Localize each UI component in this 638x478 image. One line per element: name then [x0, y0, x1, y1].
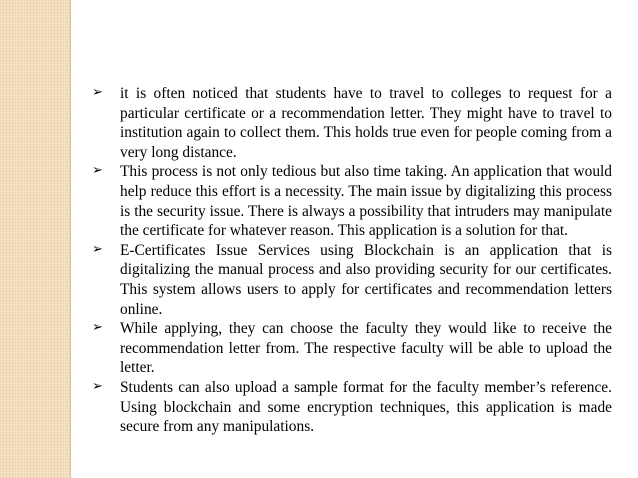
decorative-side-band	[0, 0, 71, 478]
bullet-text: While applying, they can choose the faculty they would like to receive the recommendation letter from. The respective faculty will be able to upload the letter.	[120, 320, 612, 377]
bullet-item-1	[92, 84, 612, 162]
bullet-text: it is often noticed that students have to travel to colleges to request for a particular certificate or a recommendation letter. They might have to travel to institution again to collect them. This holds true even for people coming from a very long distance.	[120, 85, 612, 161]
arrowhead-bullet-icon: ➢	[92, 85, 103, 100]
arrowhead-bullet-icon: ➢	[92, 320, 103, 336]
bullet-list	[92, 84, 612, 437]
bullet-text: E-Certificates Issue Services using Blockchain is an application that is digitalizing the manual process and also providing security for our certificates. This system allows users to apply for certificates and recommendation letters online.	[120, 241, 612, 318]
bullet-item-2	[92, 162, 612, 240]
arrowhead-bullet-icon: ➢	[92, 378, 103, 394]
bullet-text: Students can also upload a sample format for the faculty member’s reference. Using blockchain and some encryption techniques, this application is made secure from any manipulations.	[120, 378, 612, 436]
arrowhead-bullet-icon: ➢	[92, 241, 103, 257]
arrowhead-bullet-icon: ➢	[92, 163, 103, 179]
bullet-item-5	[92, 378, 612, 437]
bullet-text: This process is not only tedious but also time taking. An application that would help reduce this effort is a necessity. The main issue by digitalizing this process is the security issue. There is always a possibility that intruders may manipulate the certificate for whatever reason. This application is a solution for that.	[120, 163, 612, 240]
bullet-item-3	[92, 241, 612, 319]
bullet-item-4	[92, 319, 612, 378]
